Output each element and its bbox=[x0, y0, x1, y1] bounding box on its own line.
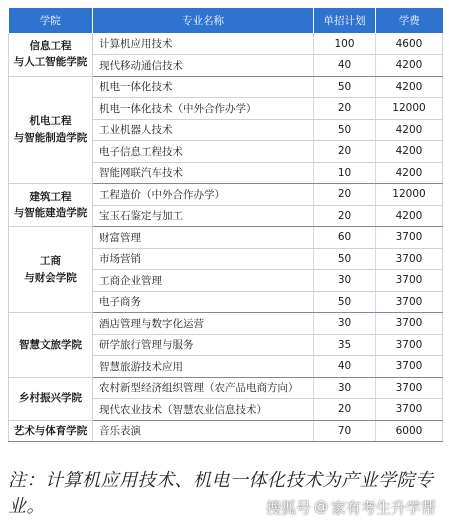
fee-cell: 4200 bbox=[376, 119, 443, 141]
footnote: 注：计算机应用技术、机电一体化技术为产业学院专业。 bbox=[8, 470, 434, 517]
fee-cell: 6000 bbox=[376, 420, 443, 442]
header-plan: 单招计划 bbox=[314, 8, 376, 33]
college-name-line: 信息工程 bbox=[29, 39, 72, 52]
watermark-account: 家有考生升学帮 bbox=[331, 498, 437, 517]
plan-cell: 20 bbox=[314, 98, 376, 120]
major-cell: 市场营销 bbox=[93, 248, 314, 270]
header-college: 学院 bbox=[9, 8, 93, 33]
plan-cell: 40 bbox=[314, 356, 376, 378]
college-name-line: 艺术与体育学院 bbox=[13, 424, 88, 437]
plan-cell: 50 bbox=[314, 248, 376, 270]
college-cell bbox=[9, 420, 93, 442]
watermark-prefix: 搜狐号 bbox=[266, 498, 312, 517]
table-row bbox=[9, 76, 443, 98]
major-cell: 农村新型经济组织管理（农产品电商方向） bbox=[93, 377, 314, 399]
plan-cell: 50 bbox=[314, 119, 376, 141]
college-name-line: 与人工智能学院 bbox=[13, 56, 88, 69]
major-cell: 财富管理 bbox=[93, 227, 314, 249]
fee-cell: 4200 bbox=[376, 205, 443, 227]
major-cell: 机电一体化技术 bbox=[93, 76, 314, 98]
fee-cell: 3700 bbox=[376, 356, 443, 378]
college-cell bbox=[9, 377, 93, 420]
plan-cell: 30 bbox=[314, 270, 376, 292]
major-cell: 电子商务 bbox=[93, 291, 314, 313]
major-cell: 酒店管理与数字化运营 bbox=[93, 313, 314, 335]
header-fee: 学费 bbox=[376, 8, 443, 33]
college-name-line: 乡村振兴学院 bbox=[19, 392, 82, 405]
fee-cell: 3700 bbox=[376, 270, 443, 292]
major-cell: 音乐表演 bbox=[93, 420, 314, 442]
college-name-line: 与财会学院 bbox=[24, 271, 77, 284]
plan-cell: 30 bbox=[314, 377, 376, 399]
fee-cell: 4200 bbox=[376, 141, 443, 163]
fee-cell: 3700 bbox=[376, 399, 443, 421]
table-header bbox=[9, 8, 443, 33]
college-cell bbox=[9, 313, 93, 378]
college-cell bbox=[9, 76, 93, 184]
fee-cell: 3700 bbox=[376, 248, 443, 270]
table-row bbox=[9, 377, 443, 399]
major-cell: 智能网联汽车技术 bbox=[93, 162, 314, 184]
major-cell: 宝玉石鉴定与加工 bbox=[93, 205, 314, 227]
plan-cell: 10 bbox=[314, 162, 376, 184]
college-cell bbox=[9, 227, 93, 313]
plan-cell: 70 bbox=[314, 420, 376, 442]
major-cell: 电子信息工程技术 bbox=[93, 141, 314, 163]
admission-plan-table bbox=[8, 8, 443, 442]
plan-cell: 50 bbox=[314, 291, 376, 313]
fee-cell: 3700 bbox=[376, 377, 443, 399]
admission-plan-table-container bbox=[8, 8, 442, 442]
fee-cell: 12000 bbox=[376, 98, 443, 120]
college-name-line: 智慧文旅学院 bbox=[19, 338, 82, 351]
table-row bbox=[9, 313, 443, 335]
major-cell: 现代农业技术（智慧农业信息技术） bbox=[93, 399, 314, 421]
college-name-line: 与智能建造学院 bbox=[13, 207, 88, 219]
plan-cell: 60 bbox=[314, 227, 376, 249]
header-major: 专业名称 bbox=[93, 8, 314, 33]
fee-cell: 4600 bbox=[376, 33, 443, 55]
plan-cell: 20 bbox=[314, 399, 376, 421]
fee-cell: 4200 bbox=[376, 55, 443, 77]
college-name-line: 与智能制造学院 bbox=[13, 131, 88, 144]
major-cell: 工程造价（中外合作办学） bbox=[93, 184, 314, 206]
fee-cell: 12000 bbox=[376, 184, 443, 206]
table-row bbox=[9, 184, 443, 206]
major-cell: 机电一体化技术（中外合作办学） bbox=[93, 98, 314, 120]
plan-cell: 20 bbox=[314, 205, 376, 227]
fee-cell: 3700 bbox=[376, 291, 443, 313]
major-cell: 现代移动通信技术 bbox=[93, 55, 314, 77]
college-name-line: 工商 bbox=[40, 255, 61, 268]
major-cell: 工商企业管理 bbox=[93, 270, 314, 292]
college-cell bbox=[9, 33, 93, 76]
plan-cell: 100 bbox=[314, 33, 376, 55]
plan-cell: 20 bbox=[314, 141, 376, 163]
table-row bbox=[9, 227, 443, 249]
plan-cell: 35 bbox=[314, 334, 376, 356]
watermark bbox=[266, 494, 436, 520]
fee-cell: 3700 bbox=[376, 313, 443, 335]
fee-cell: 4200 bbox=[376, 76, 443, 98]
major-cell: 智慧旅游技术应用 bbox=[93, 356, 314, 378]
table-row bbox=[9, 420, 443, 442]
header-row bbox=[9, 8, 443, 33]
at-icon: @ bbox=[314, 499, 329, 515]
plan-cell: 40 bbox=[314, 55, 376, 77]
college-name-line: 建筑工程 bbox=[29, 190, 72, 203]
plan-cell: 50 bbox=[314, 76, 376, 98]
major-cell: 研学旅行管理与服务 bbox=[93, 334, 314, 356]
college-cell bbox=[9, 184, 93, 227]
major-cell: 工业机器人技术 bbox=[93, 119, 314, 141]
fee-cell: 3700 bbox=[376, 227, 443, 249]
plan-cell: 30 bbox=[314, 313, 376, 335]
table-body bbox=[9, 33, 443, 442]
plan-cell: 20 bbox=[314, 184, 376, 206]
fee-cell: 3700 bbox=[376, 334, 443, 356]
college-name-line: 机电工程 bbox=[29, 115, 72, 128]
fee-cell: 4200 bbox=[376, 162, 443, 184]
major-cell: 计算机应用技术 bbox=[93, 33, 314, 55]
table-row bbox=[9, 33, 443, 55]
